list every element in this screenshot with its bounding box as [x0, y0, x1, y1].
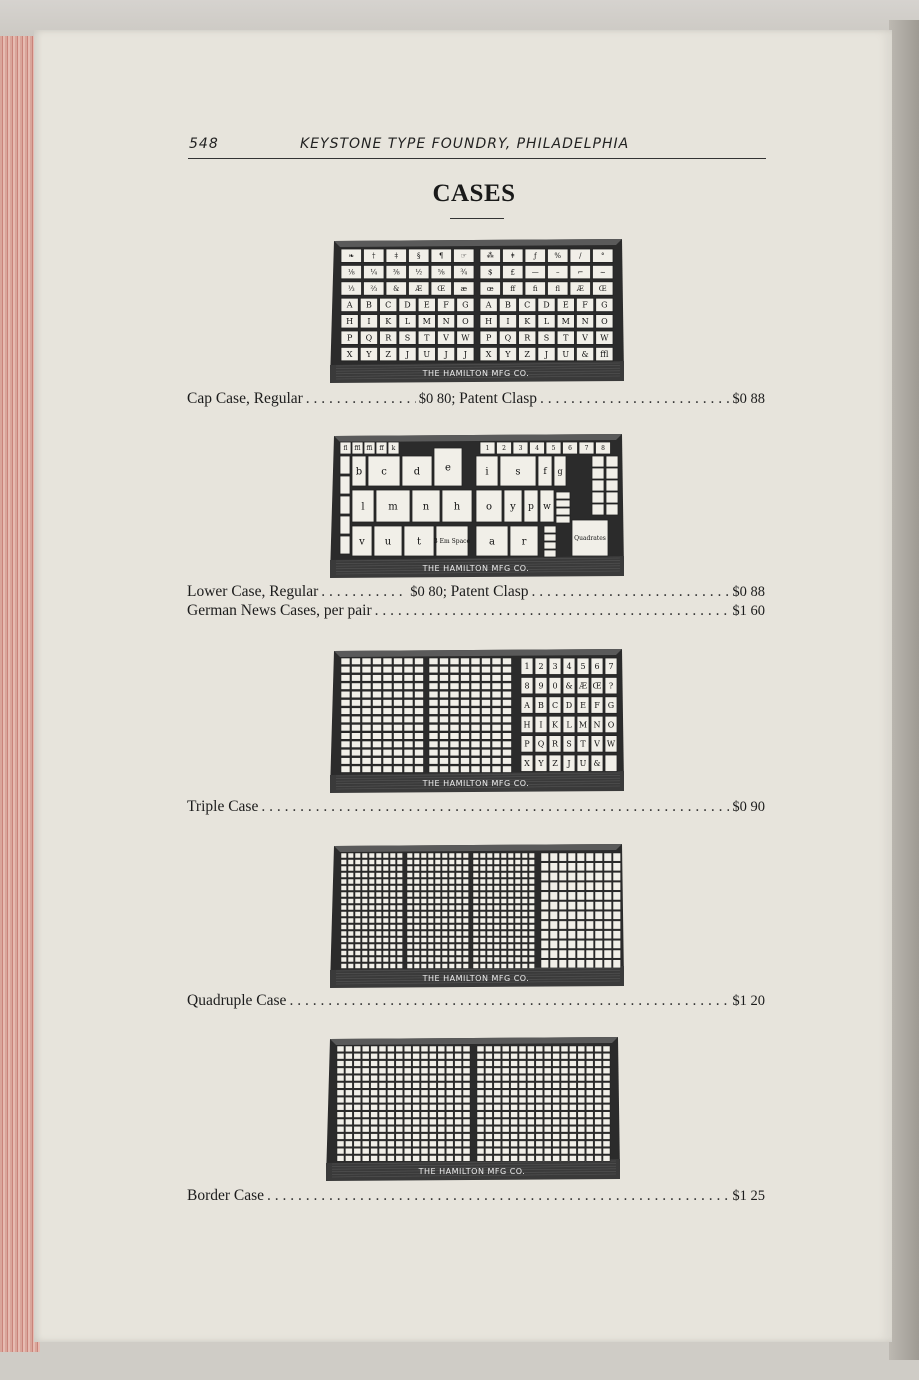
svg-text:⅜: ⅜	[392, 268, 400, 277]
svg-text:½: ½	[415, 268, 423, 277]
svg-text:C: C	[385, 300, 392, 310]
svg-text:ffi: ffi	[366, 445, 373, 453]
svg-text:Y: Y	[538, 759, 544, 769]
svg-text:J: J	[405, 349, 410, 359]
svg-text:Z: Z	[552, 759, 558, 769]
svg-text:æ: æ	[460, 284, 468, 293]
svg-text:D: D	[404, 300, 411, 310]
svg-text:ff: ff	[379, 445, 384, 453]
svg-text:K: K	[524, 317, 531, 327]
svg-text:Œ: Œ	[598, 284, 607, 293]
svg-text:‡: ‡	[394, 252, 398, 261]
section-heading: CASES	[432, 180, 516, 207]
svg-text:T: T	[424, 333, 430, 343]
svg-text:n: n	[422, 501, 430, 513]
svg-text:§: §	[417, 252, 421, 261]
svg-text:T: T	[563, 333, 569, 343]
svg-text:I: I	[506, 317, 510, 327]
svg-text:N: N	[593, 720, 601, 730]
svg-text:X: X	[524, 759, 530, 769]
svg-text:W: W	[600, 333, 609, 343]
svg-text:&: &	[593, 759, 601, 769]
svg-text:⅝: ⅝	[437, 268, 445, 277]
svg-text:X: X	[485, 349, 492, 359]
svg-text:THE HAMILTON MFG CO.: THE HAMILTON MFG CO.	[422, 974, 530, 983]
svg-text:Q: Q	[365, 333, 373, 343]
svg-text:∼: ∼	[599, 268, 606, 277]
svg-text:5: 5	[551, 445, 556, 453]
svg-text:5: 5	[580, 662, 586, 672]
svg-text:U: U	[579, 759, 587, 769]
svg-text:o: o	[485, 501, 493, 513]
svg-text:☞: ☞	[460, 252, 467, 261]
triple-case-illustration	[326, 645, 628, 797]
svg-text:M: M	[578, 720, 588, 730]
german-news-entry	[187, 602, 765, 622]
svg-text:C: C	[551, 700, 559, 710]
svg-text:W: W	[606, 739, 616, 749]
svg-text:ƒ: ƒ	[533, 252, 537, 261]
lower-case-price: $0 80	[410, 584, 443, 600]
svg-text:V: V	[443, 333, 449, 343]
svg-text:3: 3	[518, 445, 523, 453]
svg-text:†: †	[372, 252, 376, 261]
svg-text:Œ: Œ	[437, 284, 446, 293]
svg-text:O: O	[607, 720, 615, 730]
svg-text:W: W	[461, 333, 470, 343]
svg-text:m: m	[388, 501, 398, 513]
book-cover-right	[889, 20, 919, 1360]
border-case-illustration	[322, 1033, 624, 1185]
svg-text:R: R	[524, 333, 531, 343]
svg-text:6: 6	[594, 662, 600, 672]
svg-text:Z: Z	[524, 349, 530, 359]
svg-text:¶: ¶	[439, 252, 444, 261]
svg-text:8: 8	[524, 681, 530, 691]
svg-text:M: M	[422, 317, 431, 327]
svg-text:J: J	[463, 349, 467, 359]
svg-text:6: 6	[568, 445, 572, 453]
svg-text:H: H	[346, 317, 354, 327]
heading-rule	[450, 218, 504, 219]
triple-case-name: Triple Case	[187, 798, 259, 815]
svg-text:Q: Q	[504, 333, 512, 343]
svg-text:U: U	[423, 349, 431, 359]
quadruple-case-entry	[187, 992, 765, 1012]
svg-text:4: 4	[566, 662, 572, 672]
svg-text:fl: fl	[343, 445, 348, 453]
svg-text:&: &	[393, 284, 400, 293]
svg-text:⅛: ⅛	[347, 268, 355, 277]
svg-text:D: D	[543, 300, 550, 310]
svg-text:ffl: ffl	[354, 445, 361, 453]
svg-text:S: S	[404, 333, 411, 343]
svg-text:E: E	[562, 300, 569, 310]
svg-text:8: 8	[601, 445, 605, 453]
svg-text:$: $	[488, 268, 493, 277]
svg-text:A: A	[346, 300, 353, 310]
svg-text:&: &	[581, 349, 589, 359]
svg-text:❧: ❧	[348, 252, 355, 261]
border-case-price: $1 25	[732, 1188, 765, 1204]
lower-case-entry: Lower Case, Regular . . . $0 80 ; Patent Clasp . . . $0 88	[187, 583, 765, 603]
svg-text:%: %	[554, 252, 562, 261]
svg-text:K: K	[385, 317, 392, 327]
svg-text:THE HAMILTON MFG CO.: THE HAMILTON MFG CO.	[422, 369, 530, 378]
svg-text:s: s	[515, 466, 521, 478]
svg-text:Æ: Æ	[578, 681, 588, 691]
svg-text:&: &	[565, 681, 573, 691]
svg-text:THE HAMILTON MFG CO.: THE HAMILTON MFG CO.	[418, 1167, 526, 1176]
svg-text:9: 9	[538, 681, 544, 691]
svg-text:°: °	[601, 252, 605, 261]
cap-case-illustration	[326, 235, 628, 387]
svg-text:K: K	[552, 720, 558, 730]
svg-text:Y: Y	[366, 349, 372, 359]
svg-text:?: ?	[608, 681, 614, 691]
german-news-name: German News Cases, per pair	[187, 602, 372, 619]
svg-text:b: b	[355, 466, 363, 478]
svg-text:—: —	[531, 268, 539, 277]
svg-text:/: /	[579, 252, 582, 261]
svg-text:V: V	[594, 739, 600, 749]
border-case-entry	[187, 1187, 765, 1207]
svg-text:J: J	[567, 759, 571, 769]
svg-text:H: H	[485, 317, 493, 327]
svg-text:E: E	[580, 700, 586, 710]
quadruple-case-illustration	[326, 840, 628, 992]
lower-case-name: Lower Case, Regular	[187, 583, 319, 600]
svg-text:THE HAMILTON MFG CO.: THE HAMILTON MFG CO.	[422, 779, 530, 788]
catalog-page	[34, 30, 892, 1342]
quadruple-case-name: Quadruple Case	[187, 992, 287, 1009]
svg-text:y: y	[510, 501, 516, 513]
svg-text:3: 3	[552, 662, 558, 672]
lower-case-patent-label: Patent Clasp	[450, 583, 529, 600]
svg-text:U: U	[562, 349, 570, 359]
svg-text:ǂ: ǂ	[511, 252, 515, 261]
svg-text:h: h	[453, 501, 461, 513]
svg-text:THE HAMILTON MFG CO.: THE HAMILTON MFG CO.	[422, 564, 530, 573]
svg-text:D: D	[565, 700, 573, 710]
svg-text:u: u	[384, 536, 392, 548]
svg-text:⌐: ⌐	[577, 268, 584, 277]
leader-dots	[306, 390, 416, 408]
svg-text:A: A	[485, 300, 492, 310]
svg-text:¾: ¾	[460, 268, 468, 277]
svg-text:a: a	[489, 536, 495, 548]
svg-text:w: w	[543, 502, 551, 513]
leader-dots	[375, 602, 730, 620]
svg-text:B: B	[365, 300, 372, 310]
svg-text:O: O	[601, 317, 608, 327]
leader-dots	[267, 1187, 729, 1205]
svg-text:c: c	[381, 466, 387, 478]
triple-case-entry	[187, 798, 765, 818]
cap-case-entry: Cap Case, Regular . . . $0 80 ; Patent Clasp . . . $0 88	[187, 390, 765, 410]
svg-text:N: N	[442, 317, 450, 327]
leader-dots	[261, 798, 729, 816]
svg-text:œ: œ	[486, 284, 494, 293]
svg-text:⅔: ⅔	[370, 284, 378, 293]
svg-text:l: l	[361, 501, 365, 513]
svg-text:Z: Z	[385, 349, 391, 359]
svg-text:O: O	[462, 317, 469, 327]
svg-text:ﬀ: ﬀ	[510, 284, 516, 293]
svg-text:t: t	[416, 536, 422, 548]
svg-text:G: G	[607, 700, 615, 710]
svg-text:7: 7	[608, 662, 614, 672]
svg-text:g: g	[557, 466, 563, 476]
svg-text:–: –	[556, 268, 560, 277]
svg-text:X: X	[346, 349, 353, 359]
cap-case-patent-label: Patent Clasp	[459, 390, 538, 407]
svg-text:Quadrates: Quadrates	[574, 535, 606, 543]
svg-text:L: L	[543, 317, 550, 327]
leader-dots	[532, 583, 730, 601]
svg-text:1: 1	[485, 445, 490, 453]
svg-text:0: 0	[552, 681, 558, 691]
svg-text:1: 1	[524, 662, 530, 672]
svg-text:2: 2	[502, 445, 506, 453]
svg-text:2: 2	[538, 662, 544, 672]
running-title: KEYSTONE TYPE FOUNDRY, PHILADELPHIA	[300, 136, 630, 152]
svg-text:E: E	[423, 300, 430, 310]
svg-text:H: H	[523, 720, 531, 730]
svg-text:L: L	[566, 720, 572, 730]
svg-text:B: B	[504, 300, 511, 310]
svg-text:I: I	[367, 317, 371, 327]
svg-text:F: F	[443, 300, 449, 310]
leader-dots	[540, 390, 729, 408]
running-header	[188, 136, 766, 159]
svg-text:G: G	[462, 300, 469, 310]
leader-dots	[321, 583, 407, 601]
border-case-name: Border Case	[187, 1187, 265, 1204]
svg-text:N: N	[581, 317, 589, 327]
triple-case-price: $0 90	[732, 799, 765, 815]
svg-text:L: L	[404, 317, 411, 327]
cap-case-price: $0 80	[418, 391, 452, 407]
svg-text:e: e	[445, 462, 451, 474]
page-number: 548	[189, 136, 219, 152]
svg-text:T: T	[580, 739, 586, 749]
svg-text:J: J	[444, 349, 448, 359]
svg-text:ﬁ: ﬁ	[532, 284, 538, 293]
svg-text:r: r	[521, 536, 527, 548]
quadruple-case-price: $1 20	[732, 993, 765, 1009]
svg-text:Œ: Œ	[592, 681, 602, 691]
svg-text:⁂: ⁂	[486, 252, 494, 261]
svg-text:P: P	[485, 333, 492, 343]
svg-text:S: S	[543, 333, 550, 343]
german-news-price: $1 60	[732, 603, 765, 619]
svg-text:ﬂ: ﬂ	[555, 284, 561, 293]
svg-text:P: P	[346, 333, 353, 343]
svg-text:P: P	[524, 739, 530, 749]
svg-text:R: R	[551, 739, 559, 749]
leader-dots	[289, 992, 729, 1010]
svg-text:F: F	[594, 700, 600, 710]
lower-case-patent-price: $0 88	[732, 584, 765, 600]
svg-text:d: d	[413, 466, 421, 478]
svg-text:Y: Y	[505, 349, 511, 359]
svg-text:⅓: ⅓	[347, 284, 355, 293]
svg-text:i: i	[485, 466, 489, 478]
svg-text:M: M	[561, 317, 570, 327]
cap-case-patent-price: $0 88	[732, 391, 765, 407]
svg-text:F: F	[582, 300, 588, 310]
svg-text:Q: Q	[537, 739, 545, 749]
svg-text:7: 7	[584, 445, 589, 453]
svg-text:Æ: Æ	[415, 284, 423, 293]
svg-text:V: V	[582, 333, 588, 343]
svg-text:£: £	[510, 268, 515, 277]
svg-text:ffl: ffl	[600, 349, 609, 359]
svg-text:4: 4	[535, 445, 539, 453]
cap-case-name: Cap Case, Regular	[187, 390, 303, 407]
svg-text:R: R	[385, 333, 392, 343]
svg-text:k: k	[391, 445, 396, 453]
svg-text:I: I	[539, 720, 543, 730]
svg-text:J: J	[544, 349, 549, 359]
svg-text:¼: ¼	[370, 268, 378, 277]
svg-text:S: S	[566, 739, 572, 749]
svg-text:G: G	[601, 300, 608, 310]
svg-text:Æ: Æ	[576, 284, 584, 293]
svg-text:B: B	[538, 700, 544, 710]
svg-text:C: C	[524, 300, 531, 310]
lower-case-illustration	[326, 430, 628, 582]
svg-text:3 Em Space: 3 Em Space	[433, 538, 471, 546]
svg-text:v: v	[359, 536, 365, 548]
svg-text:p: p	[528, 502, 534, 513]
svg-text:f: f	[543, 467, 547, 478]
svg-text:A: A	[524, 700, 530, 710]
